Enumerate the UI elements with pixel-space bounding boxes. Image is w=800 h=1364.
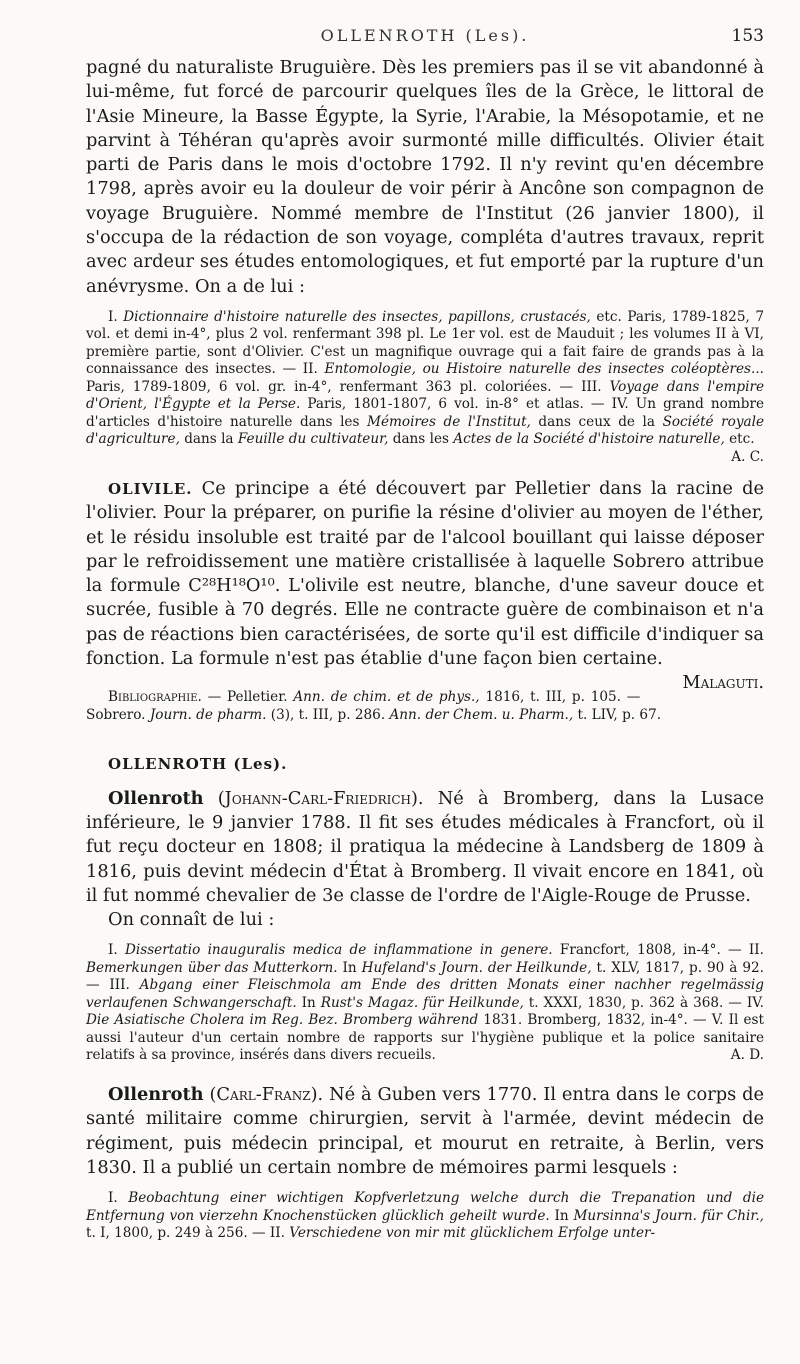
entry-1-works: I. Dissertatio inauguralis medica de inflammatione in genere. Francfort, 1808, in-4°. — II. Bemerkungen über das Mutterkorn. In Hufeland's Journ. der Heilkunde, t. XLV, 1817, p. 90 à 92. — III. Abgang einer Fleischmola am Ende des dritten Monats einer nachher regelmässig verlaufenen Schwangerschaft. In Rust's Magaz. für Heilkunde, t. XXXI, 1830, p. 362 à 368. — IV. Die Asiatische Cholera im Reg. Bez. Bromberg während 1831. Bromberg, 1832, in-4°. — V. Il est aussi l'auteur d'un certain nombre de rapports sur l'hygiène publique et la police sanitaire relatifs à sa province, insérés dans divers recueils. A. D. bbox=[86, 942, 764, 1064]
chemical-formula: C²⁸H¹⁸O¹⁰ bbox=[188, 575, 275, 597]
olivile-article: OLIVILE. Ce principe a été découvert par Pelletier dans la racine de l'olivier. Pour la préparer, on purifie la résine d'olivier au moyen de l'éther, et le résidu insoluble est traité par de l'alcool bouillant qui laisse déposer par le refroidissement une matière cristallisée à laquelle Sobrero attribue la formule C²⁸H¹⁸O¹⁰. L'olivile est neutre, blanche, d'une saveur douce et sucrée, fusible à 70 degrés. Elle ne contracte guère de combinaison et n'a pas de réactions bien caractérisées, de sorte qu'il est difficile d'indiquer sa fonction. La formule n'est pas établie d'une façon bien certaine. Malaguti. bbox=[86, 477, 764, 671]
running-head bbox=[86, 26, 764, 56]
author-initials: A. D. bbox=[730, 1047, 764, 1064]
entry-carl-franz: Ollenroth (Carl-Franz). Né à Guben vers 1770. Il entra dans le corps de santé militaire comme chirurgien, servit à l'armée, devint médecin de régiment, puis médecin principal, et mourut en retraite, à Berlin, vers 1830. Il a publié un certain nombre de mémoires parmi lesquels : bbox=[86, 1083, 764, 1178]
page bbox=[86, 26, 764, 1243]
olivier-works: I. Dictionnaire d'histoire naturelle des insectes, papillons, crustacés, etc. Paris, 1789-1825, 7 vol. et demi in-4°, plus 2 vol. renfermant 398 pl. Le 1er vol. est de Mauduit ; les volumes II à VI, première partie, sont d'Olivier. C'est un magnifique ouvrage qui a fait faire de grands pas à la connaissance des insectes. — II. Entomologie, ou Histoire naturelle des insectes coléoptères... Paris, 1789-1809, 6 vol. gr. in-4°, renfermant 363 pl. coloriées. — III. Voyage dans l'empire d'Orient, l'Égypte et la Perse. Paris, 1801-1807, 6 vol. in-8° et atlas. — IV. Un grand nombre d'articles d'histoire naturelle dans les Mémoires de l'Institut, dans ceux de la Société royale d'agriculture, dans la Feuille du cultivateur, dans les Actes de la Société d'histoire naturelle, etc. A. C. bbox=[86, 308, 765, 465]
author-signature: Malaguti. bbox=[682, 672, 764, 694]
author-initials: A. C. bbox=[731, 448, 764, 465]
running-title: OLLENROTH (Les). bbox=[320, 26, 530, 45]
headword-olivile: OLIVILE. bbox=[108, 479, 193, 498]
page-number: 153 bbox=[731, 26, 764, 46]
olivile-bibliography: Bibliographie. — Pelletier. Ann. de chim. et de phys., 1816, t. III, p. 105. — Sobrero. Journ. de pharm. (3), t. III, p. 286. Ann. der Chem. u. Pharm., t. LIV, p. 67. bbox=[86, 689, 662, 723]
entry-2-works: I. Beobachtung einer wichtigen Kopfverletzung welche durch die Trepanation und die Entfernung von vierzehn Knochenstücken glücklich geheilt wurde. In Mursinna's Journ. für Chir., t. I, 1800, p. 249 à 256. — II. Verschiedene von mir mit glücklichem Erfolge unter- bbox=[86, 1190, 764, 1242]
entry-intro: On connaît de lui : bbox=[108, 909, 275, 931]
olivier-continuation: pagné du naturaliste Bruguière. Dès les premiers pas il se vit abandonné à lui-même, fut forcé de parcourir quelques îles de la Grèce, le littoral de l'Asie Mineure, la Basse Égypte, la Syrie, l'Arabie, la Mésopotamie, et ne parvint à Téhéran qu'après avoir surmonté mille difficultés. Olivier était parti de Paris dans le mois d'octobre 1792. Il n'y revint qu'en décembre 1798, après avoir eu la douleur de voir périr à Ancône son compagnon de voyage Bruguière. Nommé membre de l'Institut (26 janvier 1800), il s'occupa de la rédaction de son voyage, compléta d'autres travaux, reprit avec ardeur ses études entomologiques, et fut emporté par la rupture d'un anévrysme. On a de lui : bbox=[86, 57, 764, 297]
entry-johann-carl-friedrich: Ollenroth (Johann-Carl-Friedrich). Né à Bromberg, dans la Lusace inférieure, le 9 janvier 1788. Il fit ses études médicales à Francfort, où il fut reçu docteur en 1808; il pratiqua la médecine à Landsberg de 1809 à 1816, puis devint médecin d'État à Bromberg. Il vivait encore en 1841, où il fut nommé chevalier de 3e classe de l'ordre de l'Aigle-Rouge de Prusse. bbox=[86, 787, 765, 906]
section-heading-ollenroth: OLLENROTH (Les). bbox=[108, 755, 288, 774]
